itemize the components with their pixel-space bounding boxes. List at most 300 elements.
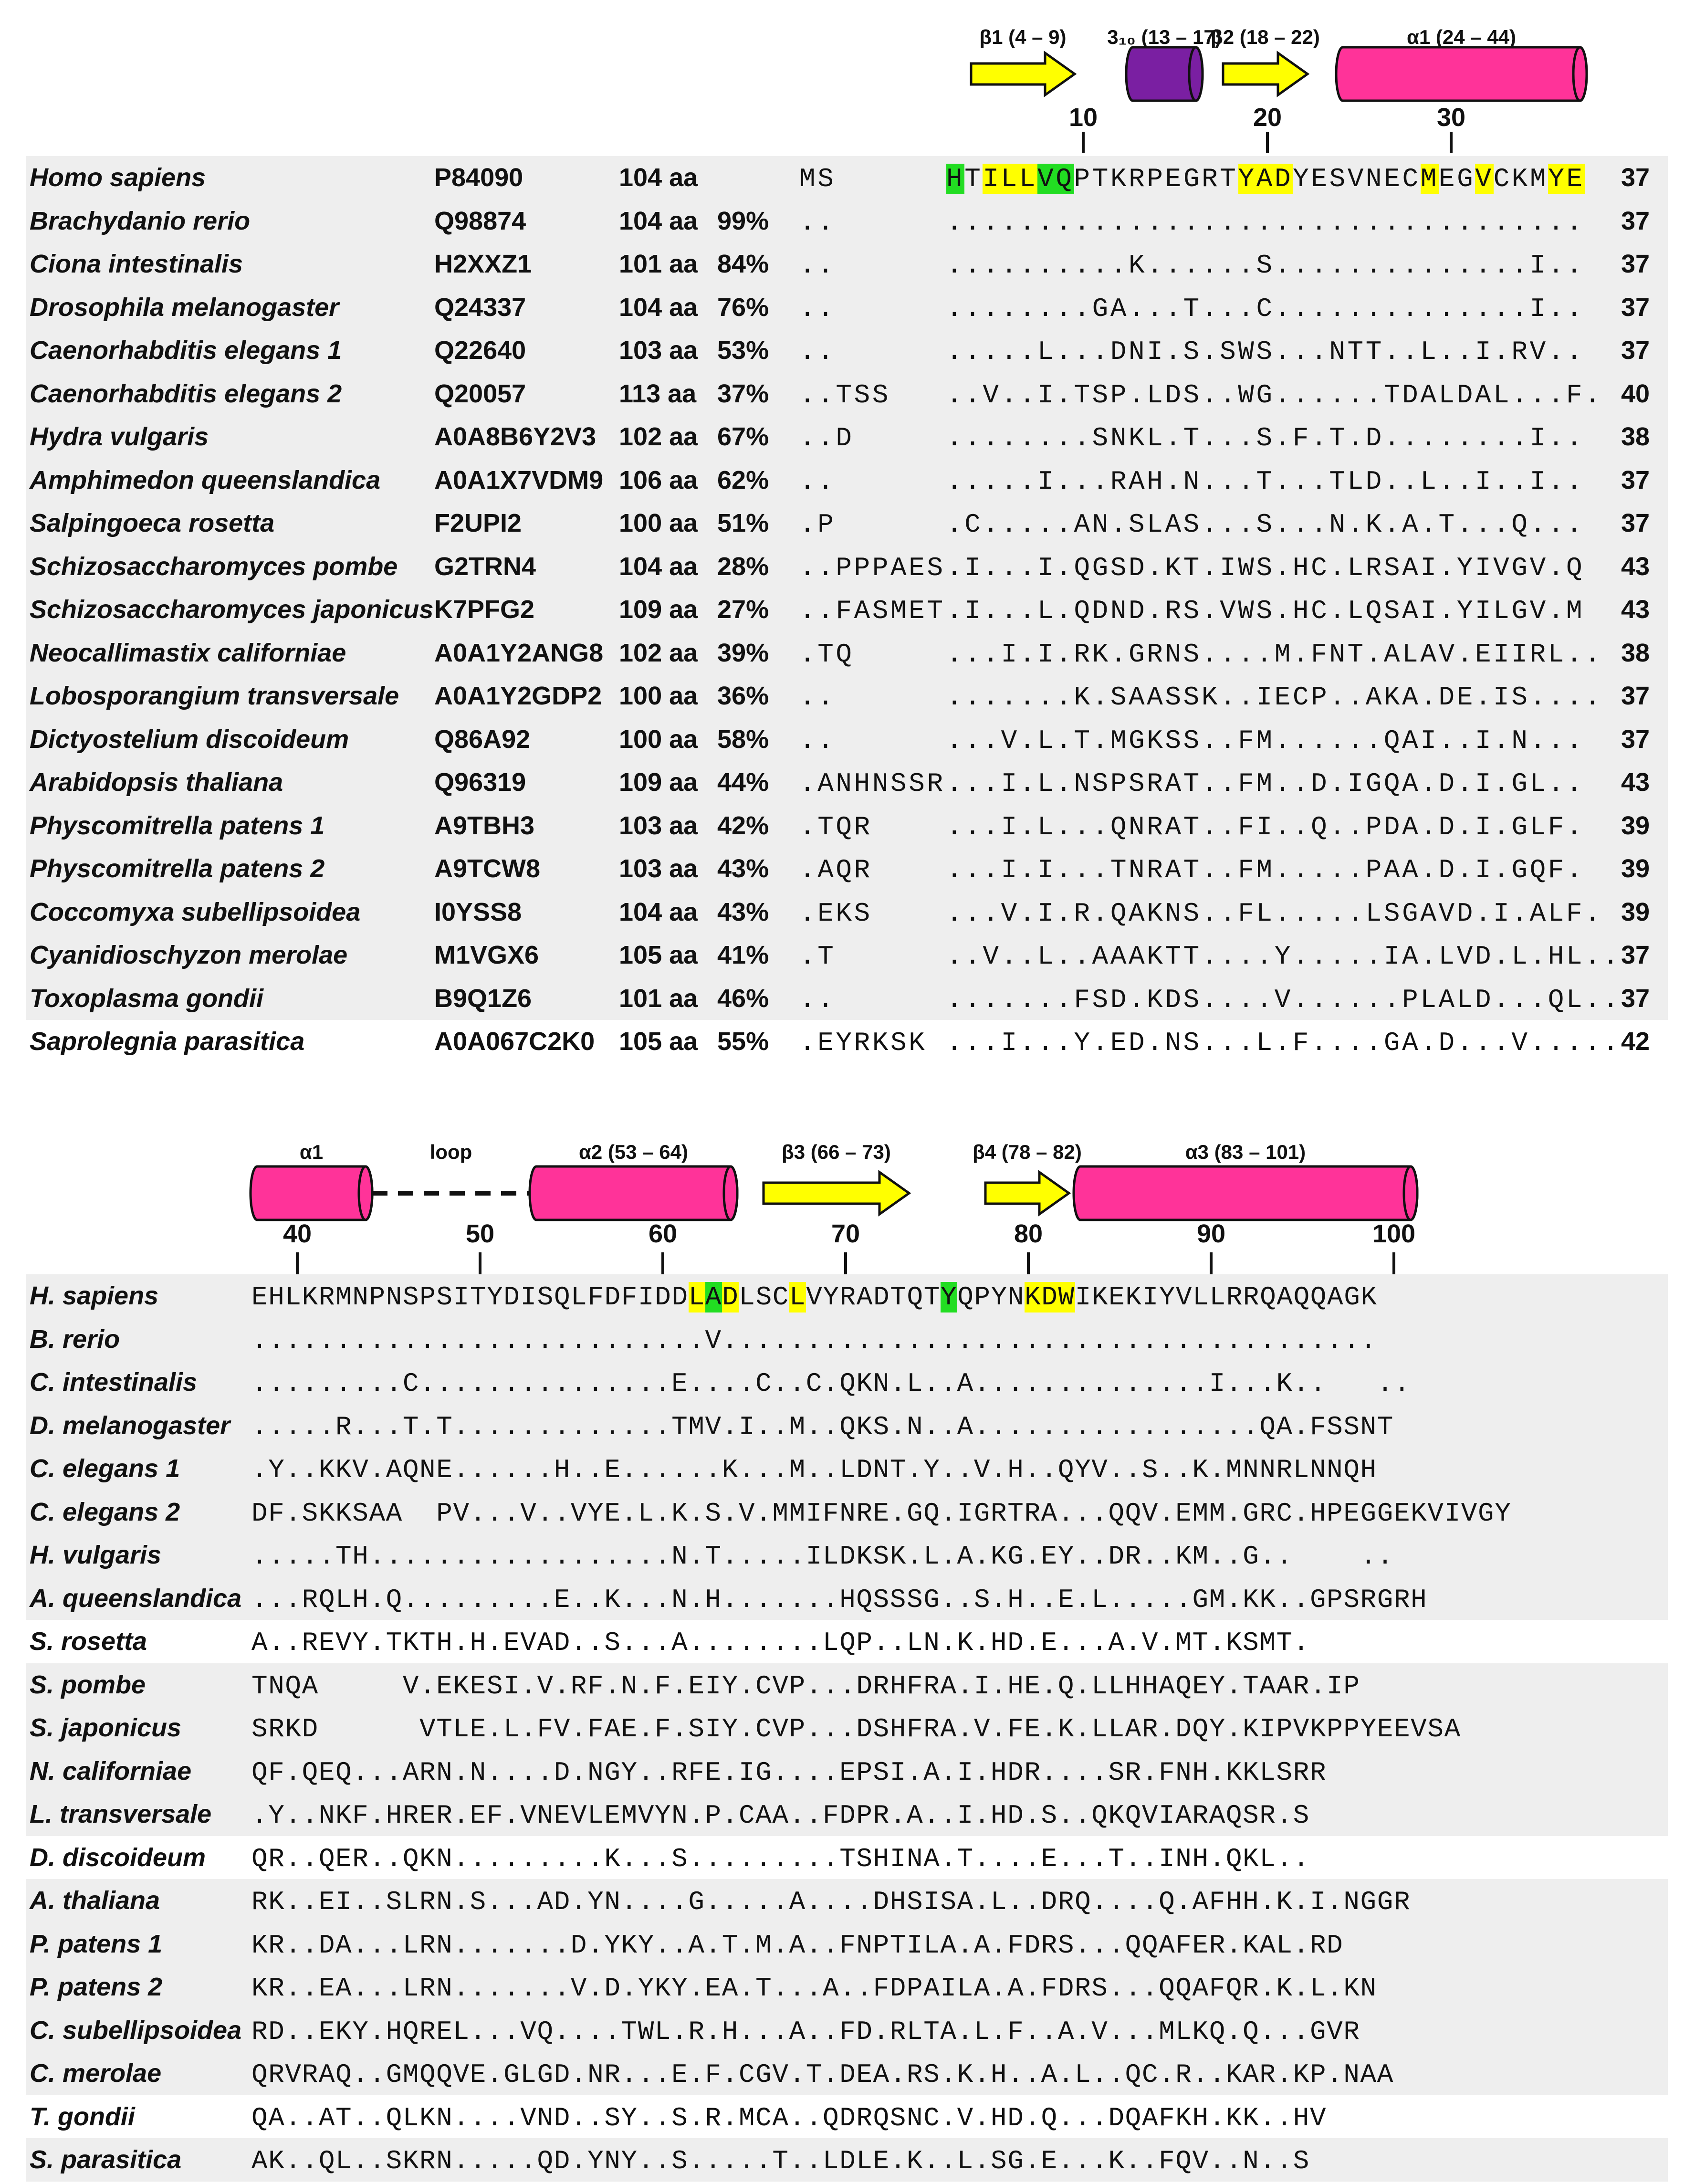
alignment-row	[0, 847, 1695, 890]
n-terminal-sequence: ..FASMET	[799, 596, 945, 626]
accession-id: H2XXZ1	[434, 250, 532, 278]
percent-identity: 62%	[717, 465, 769, 494]
protein-length: 104 aa	[619, 897, 698, 926]
core-sequence: ........GA...T...C..............I..	[946, 293, 1585, 324]
bottom-secondary-structure	[0, 1122, 1695, 1274]
protein-length: 104 aa	[619, 552, 698, 581]
sequence: QF.QEQ...ARN.N....D.NGY..RFE.IG....EPSI.A.I.HDR....SR.FNH.KKLSRR	[251, 1757, 1327, 1788]
protein-length: 102 aa	[619, 638, 698, 667]
protein-length: 104 aa	[619, 163, 698, 192]
residue: K	[1511, 164, 1530, 194]
alignment-row	[0, 1965, 1695, 2008]
n-terminal-sequence: .T	[799, 941, 836, 972]
residue-count: 39	[1621, 854, 1650, 883]
residue-count: 37	[1621, 336, 1650, 365]
sequence: AK..QL..SKRN.....QD.YNY..S.....T..LDLE.K..L.SG.E...K..FQV..N..S	[251, 2146, 1310, 2176]
residue: Y	[1159, 1282, 1176, 1312]
alignment-row	[0, 286, 1695, 329]
core-sequence: ...I.L.NSPSRAT..FM..D.IGQA.D.I.GL..	[946, 768, 1585, 799]
accession-id: G2TRN4	[434, 552, 536, 581]
alignment-row	[0, 372, 1695, 415]
residue: V	[1037, 164, 1056, 194]
tick-10-label: 10	[1068, 103, 1098, 132]
species-abbrev: D. melanogaster	[30, 1411, 230, 1440]
alignment-row	[0, 1663, 1695, 1706]
species-name: Drosophila melanogaster	[30, 293, 339, 322]
accession-id: A0A067C2K0	[434, 1027, 595, 1056]
residue: L	[571, 1282, 588, 1312]
residue: A	[856, 1282, 874, 1312]
residue: P	[974, 1282, 991, 1312]
residue: L	[789, 1282, 806, 1312]
protein-length: 100 aa	[619, 509, 698, 537]
accession-id: P84090	[434, 163, 523, 192]
sequence: .....R...T.T.............TMV.I..M..QKS.N..A.................QA.FSSNT	[251, 1411, 1394, 1442]
alignment-row	[0, 761, 1695, 804]
residue: P	[419, 1282, 437, 1312]
sequence: .........C...............E....C..C.QKN.L..A..............I...K.. ..	[251, 1368, 1411, 1399]
core-sequence: ...V.I.R.QAKNS..FL.....LSGAVD.I.ALF.	[946, 898, 1603, 929]
core-sequence: .I...L.QDND.RS.VWS.HC.LQSAI.YILGV.M	[946, 596, 1585, 626]
core-sequence: ..V..L..AAAKTT....Y.....IA.LVD.L.HL..	[946, 941, 1621, 972]
ss-helix-1	[1126, 47, 1203, 101]
alignment-row	[0, 200, 1695, 242]
residue: K	[1091, 1282, 1109, 1312]
residue: R	[1129, 164, 1147, 194]
residue-count: 39	[1621, 811, 1650, 840]
ss-strand-0	[971, 53, 1075, 95]
core-sequence: .C.....AN.SLAS...S...N.K.A.T...Q...	[946, 509, 1585, 540]
alignment-row	[0, 2138, 1695, 2181]
ss-helix-b5	[1074, 1166, 1417, 1220]
ss-helix-b0-label: α1	[299, 1141, 324, 1163]
sequence: .....TH..................N.T.....ILDKSK.L.A.KG.EY..DR..KM..G.. ..	[251, 1541, 1394, 1572]
residue: M	[1420, 164, 1439, 194]
residue: A	[1256, 164, 1275, 194]
residue: G	[1344, 1282, 1361, 1312]
species-name: Saprolegnia parasitica	[30, 1027, 305, 1056]
percent-identity: 43%	[717, 897, 769, 926]
ss-helix-b5-label: α3 (83 – 101)	[1185, 1141, 1306, 1163]
species-name: Coccomyxa subellipsoidea	[30, 897, 361, 926]
alignment-row	[0, 1879, 1695, 1922]
residue: K	[1360, 1282, 1378, 1312]
residue: M	[1530, 164, 1549, 194]
alignment-row	[0, 934, 1695, 976]
sequence: QA..AT..QLKN....VND..SY..S.R.MCA..QDRQSNC.V.HD.Q...DQAFKH.KK..HV	[251, 2102, 1327, 2133]
alignment-row	[0, 1361, 1695, 1404]
protein-length: 102 aa	[619, 422, 698, 451]
tick-100-label: 100	[1372, 1219, 1416, 1248]
residue-count: 37	[1621, 509, 1650, 537]
residue-count: 37	[1621, 250, 1650, 278]
residue: A	[1276, 1282, 1294, 1312]
percent-identity: 39%	[717, 638, 769, 667]
species-name: Amphimedon queenslandica	[30, 465, 381, 494]
residue: R	[839, 1282, 857, 1312]
core-sequence: ...I.I...TNRAT..FM.....PAA.D.I.GQF.	[946, 855, 1585, 885]
residue: I	[638, 1282, 655, 1312]
n-terminal-sequence: .ANHNSSR	[799, 768, 945, 799]
alignment-row	[0, 804, 1695, 847]
residue-count: 39	[1621, 897, 1650, 926]
residue: N	[1007, 1282, 1025, 1312]
residue: Y	[1548, 164, 1567, 194]
residue: T	[964, 164, 983, 194]
residue: T	[1220, 164, 1238, 194]
alignment-row	[0, 329, 1695, 372]
species-name: Neocallimastix californiae	[30, 638, 346, 667]
top-secondary-structure	[0, 0, 1695, 153]
n-terminal-sequence: ..TSS	[799, 379, 891, 410]
accession-id: Q24337	[434, 293, 526, 322]
residue: T	[890, 1282, 907, 1312]
residue-count: 38	[1621, 422, 1650, 451]
species-name: Physcomitrella patens 1	[30, 811, 325, 840]
core-sequence	[946, 166, 1585, 192]
sequence: .Y..KKV.AQNE......H..E......K...M..LDNT.Y..V.H..QYV..S..K.MNNRLNNQH	[251, 1455, 1377, 1485]
residue: Y	[1293, 164, 1311, 194]
alignment-row	[0, 588, 1695, 631]
residue: I	[1075, 1282, 1092, 1312]
residue: A	[1327, 1282, 1344, 1312]
sequence: KR..DA...LRN.......D.YKY..A.T.M.A..FNPTILA.A.FDRS...QQAFER.KAL.RD	[251, 1930, 1344, 1961]
protein-length: 101 aa	[619, 250, 698, 278]
residue: Q	[1293, 1282, 1310, 1312]
species-name: Physcomitrella patens 2	[30, 854, 325, 883]
core-sequence: .I...I.QGSD.KT.IWS.HC.LRSAI.YIVGV.Q	[946, 552, 1585, 583]
residue: R	[1202, 164, 1220, 194]
accession-id: A0A8B6Y2V3	[434, 422, 596, 451]
residue: L	[688, 1282, 705, 1312]
residue-count: 37	[1621, 293, 1650, 322]
residue: R	[1226, 1282, 1243, 1312]
percent-identity: 41%	[717, 941, 769, 969]
residue-count: 37	[1621, 465, 1650, 494]
tick-90-label: 90	[1196, 1219, 1226, 1248]
ss-helix-b0	[251, 1166, 372, 1220]
percent-identity: 44%	[717, 768, 769, 797]
alignment-row	[0, 1404, 1695, 1447]
percent-identity: 55%	[717, 1027, 769, 1056]
percent-identity: 42%	[717, 811, 769, 840]
residue: D	[722, 1282, 739, 1312]
percent-identity: 99%	[717, 206, 769, 235]
residue: M	[335, 1282, 353, 1312]
residue-count: 37	[1621, 984, 1650, 1013]
residue: F	[621, 1282, 638, 1312]
alignment-row	[0, 2052, 1695, 2095]
percent-identity: 46%	[717, 984, 769, 1013]
tick-50-label: 50	[465, 1219, 495, 1248]
percent-identity: 51%	[717, 509, 769, 537]
sequence: DF.SKKSAA PV...V..VYE.L.K.S.V.MMIFNRE.GQ.IGRTRA...QQV.EMM.GRC.HPEGGEKVIVGY	[251, 1498, 1512, 1529]
ss-helix-b2-label: α2 (53 – 64)	[579, 1141, 688, 1163]
residue: I	[520, 1282, 537, 1312]
accession-id: Q96319	[434, 768, 526, 797]
residue: W	[1058, 1282, 1075, 1312]
ss-strand-0-label: β1 (4 – 9)	[979, 26, 1067, 48]
residue: L	[1019, 164, 1038, 194]
residue: Y	[1238, 164, 1256, 194]
species-abbrev: S. japonicus	[30, 1713, 182, 1742]
sequence	[251, 1284, 1378, 1311]
residue-count: 43	[1621, 768, 1650, 797]
alignment-row	[0, 1020, 1695, 1063]
residue: Q	[1056, 164, 1074, 194]
ss-strand-2-label: β2 (18 – 22)	[1211, 26, 1320, 48]
residue: V	[1347, 164, 1366, 194]
residue: E	[1566, 164, 1585, 194]
species-abbrev: A. queenslandica	[30, 1584, 242, 1613]
n-terminal-sequence: .TQ	[799, 639, 854, 670]
tick-20-label: 20	[1253, 103, 1282, 132]
species-abbrev: H. vulgaris	[30, 1541, 162, 1569]
residue-count: 43	[1621, 595, 1650, 624]
accession-id: Q20057	[434, 379, 526, 408]
residue: V	[806, 1282, 823, 1312]
residue: Q	[1260, 1282, 1277, 1312]
tick-60-label: 60	[648, 1219, 678, 1248]
protein-length: 105 aa	[619, 1027, 698, 1056]
residue: C	[772, 1282, 789, 1312]
residue: C	[1493, 164, 1512, 194]
species-name: Schizosaccharomyces japonicus	[30, 595, 434, 624]
species-abbrev: P. patens 1	[30, 1929, 163, 1958]
accession-id: B9Q1Z6	[434, 984, 532, 1013]
alignment-row	[0, 2095, 1695, 2138]
alignment-row	[0, 977, 1695, 1020]
protein-length: 104 aa	[619, 293, 698, 322]
ss-strand-b4	[985, 1172, 1069, 1214]
n-terminal-sequence: ..	[799, 725, 836, 756]
residue: K	[302, 1282, 319, 1312]
species-abbrev: S. parasitica	[30, 2145, 182, 2174]
sequence: QRVRAQ..GMQQVE.GLGD.NR...E.F.CGV.T.DEA.RS.K.H..A.L..QC.R..KAR.KP.NAA	[251, 2059, 1394, 2090]
sequence: RD..EKY.HQREL...VQ....TWL.R.H...A..FD.RLTA.L.F..A.V...MLKQ.Q...GVR	[251, 2016, 1360, 2047]
protein-length: 100 aa	[619, 682, 698, 710]
percent-identity: 84%	[717, 250, 769, 278]
tick-80-label: 80	[1014, 1219, 1043, 1248]
alignment-row	[0, 1706, 1695, 1749]
n-terminal-sequence: ..PPPAES	[799, 552, 945, 583]
core-sequence: .....I...RAH.N...T...TLD..L..I..I..	[946, 466, 1585, 497]
species-name: Toxoplasma gondii	[30, 984, 264, 1013]
residue: P	[369, 1282, 386, 1312]
sequence: QR..QER..QKN.........K...S.........TSHINA.T....E...T..INH.QKL..	[251, 1843, 1310, 1874]
residue: K	[1125, 1282, 1142, 1312]
alignment-row	[0, 1274, 1695, 1317]
alignment-row	[0, 631, 1695, 674]
species-name: Brachydanio rerio	[30, 206, 251, 235]
n-terminal-sequence: ..	[799, 984, 836, 1015]
alignment-row	[0, 415, 1695, 458]
accession-id: A9TBH3	[434, 811, 535, 840]
ss-strand-b4-label: β4 (78 – 82)	[973, 1141, 1082, 1163]
accession-id: I0YSS8	[434, 897, 522, 926]
residue: Y	[487, 1282, 504, 1312]
core-sequence: ...................................	[946, 207, 1585, 238]
residue: R	[318, 1282, 336, 1312]
alignment-row	[0, 2009, 1695, 2052]
n-terminal-sequence: ..	[799, 207, 836, 238]
residue: D	[671, 1282, 689, 1312]
residue: Q	[907, 1282, 924, 1312]
residue: E	[1109, 1282, 1126, 1312]
residue: P	[1147, 164, 1165, 194]
sequence: KR..EA...LRN.......V.D.YKY.EA.T...A..FDPAILA.A.FDRS...QQAFQR.K.L.KN	[251, 1973, 1377, 2004]
species-abbrev: P. patens 2	[30, 1973, 163, 2001]
residue: D	[873, 1282, 890, 1312]
accession-id: A0A1Y2GDP2	[434, 682, 602, 710]
alignment-row	[0, 459, 1695, 502]
protein-length: 109 aa	[619, 595, 698, 624]
ss-strand-2	[1223, 53, 1308, 95]
residue-count: 37	[1621, 206, 1650, 235]
species-abbrev: B. rerio	[30, 1324, 120, 1354]
residue: N	[1366, 164, 1384, 194]
residue: E	[1384, 164, 1402, 194]
protein-length: 103 aa	[619, 811, 698, 840]
ss-helix-3-label: α1 (24 – 44)	[1407, 26, 1516, 48]
alignment-row	[0, 718, 1695, 761]
sequence: ...........................V.......................................	[251, 1325, 1377, 1356]
residue: A	[705, 1282, 722, 1312]
accession-id: Q22640	[434, 336, 526, 365]
residue: T	[923, 1282, 941, 1312]
residue: L	[1209, 1282, 1226, 1312]
n-terminal-sequence: .AQR	[799, 855, 872, 885]
n-terminal-sequence: ..	[799, 682, 836, 713]
percent-identity: 67%	[717, 422, 769, 451]
residue: K	[1110, 164, 1129, 194]
species-abbrev: T. gondii	[30, 2102, 135, 2131]
residue-count: 42	[1621, 1027, 1650, 1056]
species-abbrev: C. merolae	[30, 2059, 162, 2088]
core-sequence: ...I...Y.ED.NS...L.F....GA.D...V.....	[946, 1028, 1621, 1058]
species-abbrev: C. elegans 1	[30, 1454, 180, 1483]
n-terminal-sequence: ..D	[799, 423, 854, 453]
residue: D	[604, 1282, 621, 1312]
residue: S	[1329, 164, 1348, 194]
residue: R	[1243, 1282, 1260, 1312]
percent-identity: 43%	[717, 854, 769, 883]
species-abbrev: C. intestinalis	[30, 1368, 198, 1396]
percent-identity: 76%	[717, 293, 769, 322]
residue-count: 37	[1621, 724, 1650, 754]
n-terminal-sequence: .EYRKSK	[799, 1028, 927, 1058]
residue: I	[1142, 1282, 1159, 1312]
residue: G	[1457, 164, 1475, 194]
protein-length: 113 aa	[619, 379, 697, 408]
ss-strand-b3-label: β3 (66 – 73)	[782, 1141, 891, 1163]
n-terminal-sequence: MS	[799, 164, 836, 194]
residue: H	[268, 1282, 285, 1312]
alignment-row	[0, 1447, 1695, 1490]
protein-length: 103 aa	[619, 854, 698, 883]
sequence: SRKD VTLE.L.FV.FAE.F.SIY.CVP...DSHFRA.V.FE.K.LLAR.DQY.KIPVKPPYEEVSA	[251, 1714, 1461, 1744]
tick-70-label: 70	[831, 1219, 860, 1248]
residue: S	[436, 1282, 453, 1312]
accession-id: F2UPI2	[434, 509, 522, 537]
alignment-row	[0, 242, 1695, 285]
tick-40-label: 40	[282, 1219, 312, 1248]
accession-id: A0A1X7VDM9	[434, 465, 604, 494]
core-sequence: ...I.I.RK.GRNS....M.FNT.ALAV.EIIRL..	[946, 639, 1603, 670]
n-terminal-sequence: ..	[799, 466, 836, 497]
residue: Y	[940, 1282, 958, 1312]
n-terminal-sequence: ..	[799, 250, 836, 281]
ss-helix-3	[1336, 47, 1587, 101]
residue: N	[386, 1282, 403, 1312]
species-name: Salpingoeca rosetta	[30, 509, 275, 537]
residue: Y	[823, 1282, 840, 1312]
n-terminal-sequence: .EKS	[799, 898, 872, 929]
residue: T	[1092, 164, 1110, 194]
protein-length: 100 aa	[619, 724, 698, 754]
residue: I	[983, 164, 1001, 194]
species-abbrev: S. pombe	[30, 1670, 146, 1699]
residue: E	[1165, 164, 1183, 194]
residue: E	[1311, 164, 1329, 194]
residue-count: 37	[1621, 163, 1650, 192]
residue-count: 38	[1621, 638, 1650, 667]
ss-helix-1-label: 3₁₀ (13 – 17)	[1107, 26, 1222, 48]
residue: L	[285, 1282, 302, 1312]
species-name: Schizosaccharomyces pombe	[30, 552, 398, 581]
alignment-row	[0, 674, 1695, 717]
n-terminal-sequence: .TQR	[799, 811, 872, 842]
tick-30-label: 30	[1436, 103, 1466, 132]
sequence: RK..EI..SLRN.S...AD.YN....G.....A....DHSISA.L..DRQ....Q.AFHH.K.I.NGGR	[251, 1887, 1411, 1917]
residue: E	[251, 1282, 269, 1312]
residue: L	[1193, 1282, 1210, 1312]
protein-length: 106 aa	[619, 465, 698, 494]
residue: Q	[957, 1282, 974, 1312]
species-name: Hydra vulgaris	[30, 422, 209, 451]
species-name: Caenorhabditis elegans 1	[30, 336, 342, 365]
sequence: A..REVY.TKTH.H.EVAD..S...A........LQP..LN.K.HD.E...A.V.MT.KSMT.	[251, 1628, 1310, 1658]
species-abbrev: L. transversale	[30, 1800, 212, 1828]
alignment-row	[0, 545, 1695, 588]
species-name: Dictyostelium discoideum	[30, 724, 349, 754]
residue: Y	[991, 1282, 1008, 1312]
residue: F	[587, 1282, 605, 1312]
residue: G	[1183, 164, 1202, 194]
residue: E	[1438, 164, 1457, 194]
accession-id: A9TCW8	[434, 854, 541, 883]
residue: S	[537, 1282, 554, 1312]
species-name: Ciona intestinalis	[30, 250, 243, 278]
percent-identity: 37%	[717, 379, 769, 408]
accession-id: Q98874	[434, 206, 526, 235]
residue-count: 43	[1621, 552, 1650, 581]
alignment-row	[0, 1533, 1695, 1576]
residue: C	[1402, 164, 1421, 194]
alignment-row	[0, 1750, 1695, 1793]
species-abbrev: C. elegans 2	[30, 1497, 180, 1526]
accession-id: Q86A92	[434, 724, 531, 754]
alignment-row	[0, 1836, 1695, 1879]
n-terminal-sequence: ..	[799, 336, 836, 367]
accession-id: K7PFG2	[434, 595, 535, 624]
residue-count: 40	[1621, 379, 1650, 408]
protein-length: 104 aa	[619, 206, 698, 235]
alignment-row	[0, 1922, 1695, 1965]
species-name: Caenorhabditis elegans 2	[30, 379, 342, 408]
species-abbrev: C. subellipsoidea	[30, 2016, 242, 2045]
residue: I	[453, 1282, 470, 1312]
